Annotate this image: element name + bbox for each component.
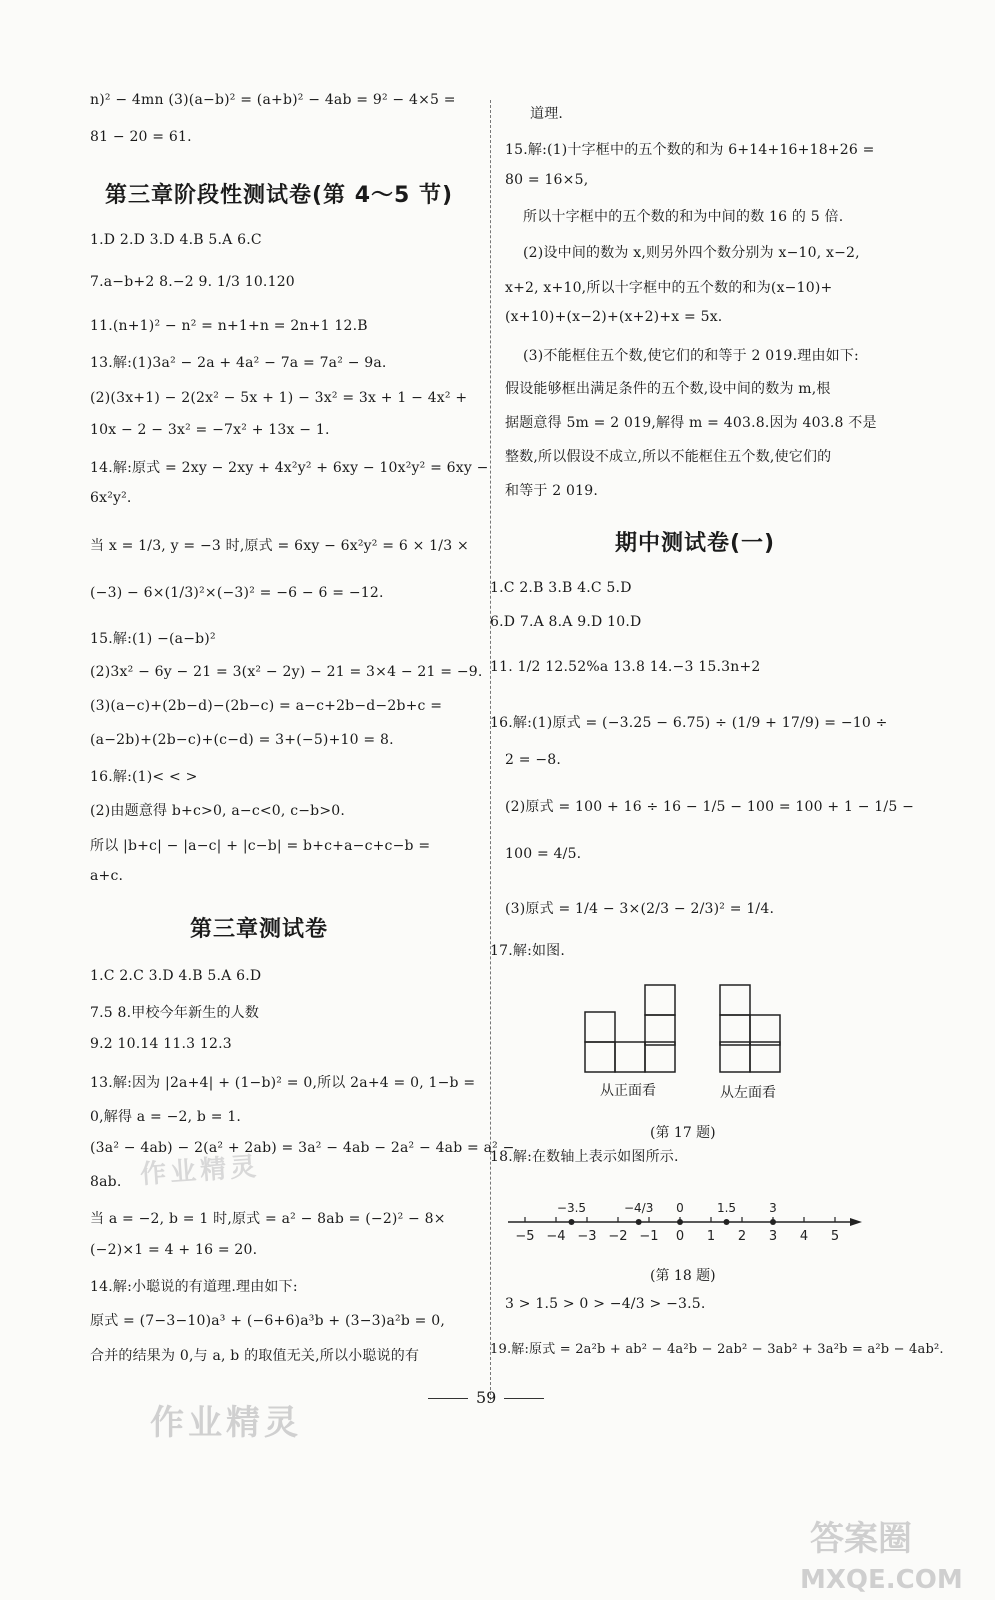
section-heading: 第三章阶段性测试卷(第 4～5 节) [105, 183, 454, 208]
text-line: (−3) − 6×(1/3)²×(−3)² = −6 − 6 = −12. [90, 585, 384, 601]
figure-18-number-line [500, 1180, 870, 1260]
text-line: 道理. [530, 106, 564, 122]
text-line: 7.a−b+2 8.−2 9. 1/3 10.120 [90, 274, 295, 290]
logo-bottom-text: MXQE.COM [800, 1565, 963, 1595]
text-line: 和等于 2 019. [505, 483, 598, 499]
text-line: 14.解:小聪说的有道理.理由如下: [90, 1279, 298, 1295]
text-line: 100 = 4/5. [505, 846, 582, 862]
text-line: (2)(3x+1) − 2(2x² − 5x + 1) − 3x² = 3x + 1 − 4x² + [90, 390, 468, 406]
left-view-label: 从左面看 [720, 1085, 776, 1101]
text-line: 1.C 2.B 3.B 4.C 5.D [490, 580, 632, 596]
tick-label: 3 [768, 1229, 778, 1244]
page-number [420, 1388, 552, 1407]
front-cell [585, 1042, 615, 1072]
text-line: 9.2 10.14 11.3 12.3 [90, 1036, 232, 1052]
front-cell [645, 1015, 675, 1045]
text-line: 原式 = (7−3−10)a³ + (−6+6)a³b + (3−3)a²b = 0, [90, 1313, 445, 1329]
text-line: 18.解:在数轴上表示如图所示. [490, 1149, 679, 1165]
text-line: 假设能够框出满足条件的五个数,设中间的数为 m,根 [505, 381, 831, 397]
front-cell [645, 1042, 675, 1072]
text-line: 13.解:因为 |2a+4| + (1−b)² = 0,所以 2a+4 = 0, 1−b = [90, 1075, 476, 1091]
data-point [724, 1219, 730, 1225]
point-label: 0 [676, 1201, 684, 1215]
text-line: 19.解:原式 = 2a²b + ab² − 4a²b − 2ab² − 3ab² + 3a²b = a²b − 4ab². [490, 1342, 944, 1357]
text-line: 当 x = 1/3, y = −3 时,原式 = 6xy − 6x²y² = 6 × 1/3 × [90, 538, 469, 554]
tick-label: −4 [546, 1229, 566, 1244]
left-cell [750, 1042, 780, 1072]
text-line: 13.解:(1)3a² − 2a + 4a² − 7a = 7a² − 9a. [90, 355, 387, 371]
column-divider [490, 100, 491, 1400]
point-label: −3.5 [556, 1201, 587, 1215]
front-view-label: 从正面看 [600, 1083, 656, 1099]
text-line: 80 = 16×5, [505, 172, 589, 188]
point-label: −4/3 [623, 1201, 654, 1215]
text-line: (−2)×1 = 4 + 16 = 20. [90, 1242, 258, 1258]
watermark: 作业精灵 [139, 1151, 262, 1191]
site-logo [790, 1510, 980, 1595]
text-line: 15.解:(1) −(a−b)² [90, 631, 216, 647]
text-line: (2)3x² − 6y − 21 = 3(x² − 2y) − 21 = 3×4 − 21 = −9. [90, 664, 483, 680]
text-line: 当 a = −2, b = 1 时,原式 = a² − 8ab = (−2)² − 8× [90, 1211, 446, 1227]
left-cell [750, 1015, 780, 1045]
page-number-dash [504, 1398, 544, 1399]
text-line: 整数,所以假设不成立,所以不能框住五个数,使它们的 [505, 449, 832, 465]
figure-caption: (第 18 题) [650, 1268, 716, 1284]
page-number-dash [428, 1398, 468, 1399]
text-line: 16.解:(1)原式 = (−3.25 − 6.75) ÷ (1/9 + 17/9) = −10 ÷ [490, 715, 888, 731]
text-line: (2)由题意得 b+c>0, a−c<0, c−b>0. [90, 803, 346, 819]
text-line: 11.(n+1)² − n² = n+1+n = 2n+1 12.B [90, 318, 368, 334]
text-line: 1.C 2.C 3.D 4.B 5.A 6.D [90, 968, 262, 984]
text-line: 合并的结果为 0,与 a, b 的取值无关,所以小聪说的有 [90, 1348, 420, 1364]
text-line: (3)原式 = 1/4 − 3×(2/3 − 2/3)² = 1/4. [505, 901, 775, 917]
text-line: x+2, x+10,所以十字框中的五个数的和为(x−10)+ [505, 280, 833, 296]
data-point [569, 1219, 575, 1225]
tick-label: −2 [608, 1229, 628, 1244]
front-cell [615, 1042, 645, 1072]
front-cell [585, 1012, 615, 1042]
text-line: a+c. [90, 868, 124, 884]
text-line: (x+10)+(x−2)+(x+2)+x = 5x. [505, 309, 723, 325]
tick-label: 5 [830, 1229, 840, 1244]
text-line: 0,解得 a = −2, b = 1. [90, 1109, 242, 1125]
text-line: 3 > 1.5 > 0 > −4/3 > −3.5. [505, 1296, 706, 1312]
left-cell [720, 985, 750, 1015]
text-line: 10x − 2 − 3x² = −7x² + 13x − 1. [90, 422, 330, 438]
left-cell [720, 1015, 750, 1045]
section-heading: 期中测试卷(一) [615, 531, 776, 556]
tick-label: 4 [799, 1229, 809, 1244]
text-line: 6x²y². [90, 490, 132, 506]
text-line: 17.解:如图. [490, 943, 566, 959]
text-line: (2)设中间的数为 x,则另外四个数分别为 x−10, x−2, [523, 245, 860, 261]
watermark: 作业精灵 [150, 1403, 302, 1443]
text-line: 14.解:原式 = 2xy − 2xy + 4x²y² + 6xy − 10x²y² = 6xy − [90, 460, 489, 476]
text-line: (2)原式 = 100 + 16 ÷ 16 − 1/5 − 100 = 100 + 1 − 1/5 − [505, 799, 915, 815]
front-cell [645, 985, 675, 1015]
tick-label: −1 [639, 1229, 659, 1244]
text-line: n)² − 4mn (3)(a−b)² = (a+b)² − 4ab = 9² − 4×5 = [90, 92, 456, 108]
text-line: (a−2b)+(2b−c)+(c−d) = 3+(−5)+10 = 8. [90, 732, 394, 748]
tick-label: 1 [706, 1229, 716, 1244]
section-heading: 第三章测试卷 [190, 917, 329, 942]
text-line: 11. 1/2 12.52%a 13.8 14.−3 15.3n+2 [490, 659, 761, 675]
text-line: 8ab. [90, 1174, 122, 1190]
tick-label: 0 [675, 1229, 685, 1244]
text-line: 所以 |b+c| − |a−c| + |c−b| = b+c+a−c+c−b = [90, 838, 431, 854]
text-line: 16.解:(1)< < > [90, 769, 198, 785]
text-line: (3)(a−c)+(2b−d)−(2b−c) = a−c+2b−d−2b+c = [90, 698, 443, 714]
data-point [677, 1219, 683, 1225]
figure-caption: (第 17 题) [650, 1125, 716, 1141]
tick-label: 2 [737, 1229, 747, 1244]
tick-label: −5 [515, 1229, 535, 1244]
text-line: 81 − 20 = 61. [90, 129, 192, 145]
left-cell [720, 1042, 750, 1072]
text-line: 6.D 7.A 8.A 9.D 10.D [490, 614, 642, 630]
tick-label: −3 [577, 1229, 597, 1244]
data-point [636, 1219, 642, 1225]
data-point [770, 1219, 776, 1225]
number-line-arrow [850, 1218, 862, 1226]
text-line: 据题意得 5m = 2 019,解得 m = 403.8.因为 403.8 不是 [505, 415, 877, 431]
text-line: 1.D 2.D 3.D 4.B 5.A 6.C [90, 232, 262, 248]
point-label: 3 [769, 1201, 777, 1215]
page-number-text: 59 [476, 1388, 497, 1407]
text-line: 15.解:(1)十字框中的五个数的和为 6+14+16+18+26 = [505, 142, 875, 158]
text-line: 7.5 8.甲校今年新生的人数 [90, 1005, 260, 1021]
logo-top-text: 答案圈 [810, 1519, 912, 1559]
text-line: (3a² − 4ab) − 2(a² + 2ab) = 3a² − 4ab − 2a² − 4ab = a² − [90, 1140, 515, 1156]
text-line: (3)不能框住五个数,使它们的和等于 2 019.理由如下: [523, 348, 859, 364]
text-line: 2 = −8. [505, 752, 562, 768]
point-label: 1.5 [716, 1201, 737, 1215]
text-line: 所以十字框中的五个数的和为中间的数 16 的 5 倍. [523, 209, 844, 225]
